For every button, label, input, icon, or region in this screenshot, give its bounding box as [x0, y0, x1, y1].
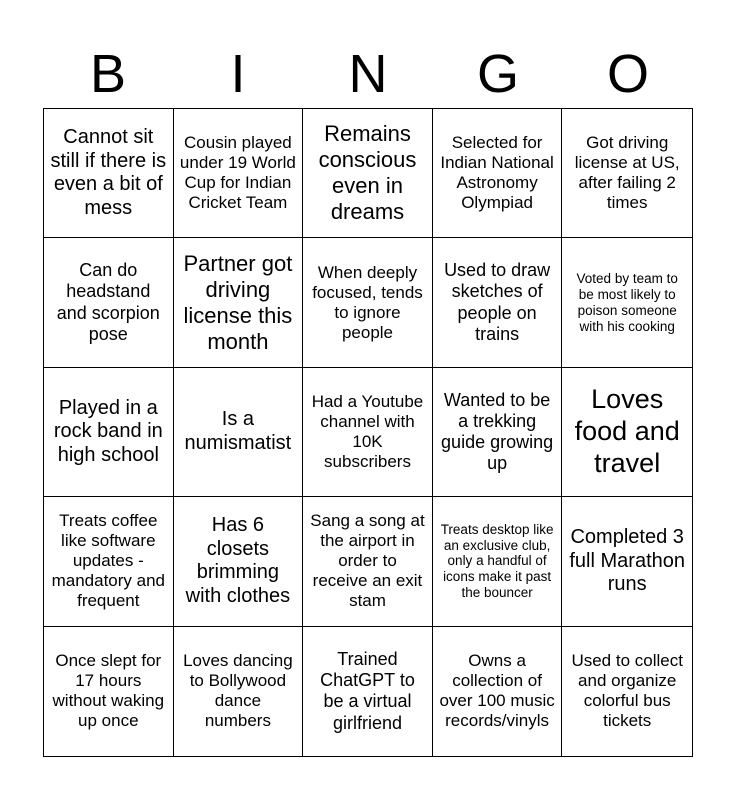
header-letter-n: N: [348, 44, 388, 104]
bingo-cell-text: Can do headstand and scorpion pose: [56, 260, 160, 344]
bingo-cell-text: Remains conscious even in dreams: [318, 121, 417, 225]
bingo-cell-text: Treats coffee like software updates - mandatory and frequent: [51, 511, 165, 611]
bingo-cell-text: Partner got driving license this month: [183, 250, 293, 354]
bingo-cell-text: Used to collect and organize colorful bus tickets: [571, 651, 683, 731]
bingo-cell[interactable]: [303, 368, 433, 497]
bingo-cell[interactable]: [433, 238, 563, 367]
bingo-cell-text: Completed 3 full Marathon runs: [569, 526, 685, 596]
bingo-cell[interactable]: [433, 497, 563, 626]
bingo-cell-text: Has 6 closets brimming with clothes: [185, 514, 291, 607]
bingo-cell[interactable]: [174, 238, 304, 367]
bingo-cell[interactable]: [433, 109, 563, 238]
bingo-cell-text: Played in a rock band in high school: [53, 396, 163, 466]
header-letter-g: G: [476, 44, 519, 104]
bingo-cell-text: Voted by team to be most likely to poison someone with his cooking: [576, 270, 678, 334]
bingo-cell[interactable]: [433, 368, 563, 497]
bingo-cell[interactable]: [562, 368, 692, 497]
header-letter-b: B: [89, 44, 127, 104]
bingo-cell[interactable]: [303, 238, 433, 367]
bingo-cell[interactable]: [174, 368, 304, 497]
bingo-cell-text: Loves food and travel: [574, 384, 680, 478]
bingo-cell-text: Got driving license at US, after failing 2 times: [574, 133, 680, 213]
bingo-cell-text: Is a numismatist: [184, 408, 292, 454]
bingo-cell[interactable]: [44, 497, 174, 626]
bingo-cell-text: Loves dancing to Bollywood dance numbers: [183, 651, 293, 731]
bingo-cell[interactable]: [562, 238, 692, 367]
bingo-cell[interactable]: [44, 238, 174, 367]
bingo-cell-text: Selected for Indian National Astronomy Olympiad: [440, 133, 554, 213]
bingo-cell[interactable]: [44, 368, 174, 497]
bingo-cell[interactable]: [174, 497, 304, 626]
bingo-cell-text: Sang a song at the airport in order to receive an exit stam: [310, 511, 425, 611]
bingo-cell-text: Trained ChatGPT to be a virtual girlfriend: [320, 648, 415, 733]
bingo-cell-text: Once slept for 17 hours without waking up once: [52, 651, 165, 731]
bingo-cell[interactable]: [303, 497, 433, 626]
bingo-cell[interactable]: [562, 627, 692, 756]
bingo-cell[interactable]: [174, 109, 304, 238]
header-letter-o: O: [606, 44, 649, 104]
bingo-cell-text: Cousin played under 19 World Cup for Indian Cricket Team: [179, 133, 296, 213]
bingo-cell-text: Had a Youtube channel with 10K subscribers: [311, 391, 424, 472]
bingo-cell-text: Treats desktop like an exclusive club, only a handful of icons make it past the bouncer: [440, 521, 554, 601]
bingo-board: [43, 108, 693, 757]
bingo-header: [43, 40, 693, 108]
bingo-cell-text: Cannot sit still if there is even a bit of mess: [50, 126, 167, 219]
bingo-cell[interactable]: [433, 627, 563, 756]
bingo-cell[interactable]: [174, 627, 304, 756]
header-letter-i: I: [230, 44, 246, 104]
bingo-cell-text: Owns a collection of over 100 music records/vinyls: [439, 651, 555, 731]
bingo-cell-text: Wanted to be a trekking guide growing up: [441, 389, 554, 474]
bingo-cell[interactable]: [44, 627, 174, 756]
bingo-cell[interactable]: [303, 109, 433, 238]
bingo-cell[interactable]: [562, 109, 692, 238]
bingo-cell[interactable]: [44, 109, 174, 238]
bingo-cell[interactable]: [562, 497, 692, 626]
bingo-cell[interactable]: [303, 627, 433, 756]
bingo-cell-text: Used to draw sketches of people on trains: [444, 260, 551, 344]
bingo-cell-text: When deeply focused, tends to ignore people: [312, 262, 423, 342]
